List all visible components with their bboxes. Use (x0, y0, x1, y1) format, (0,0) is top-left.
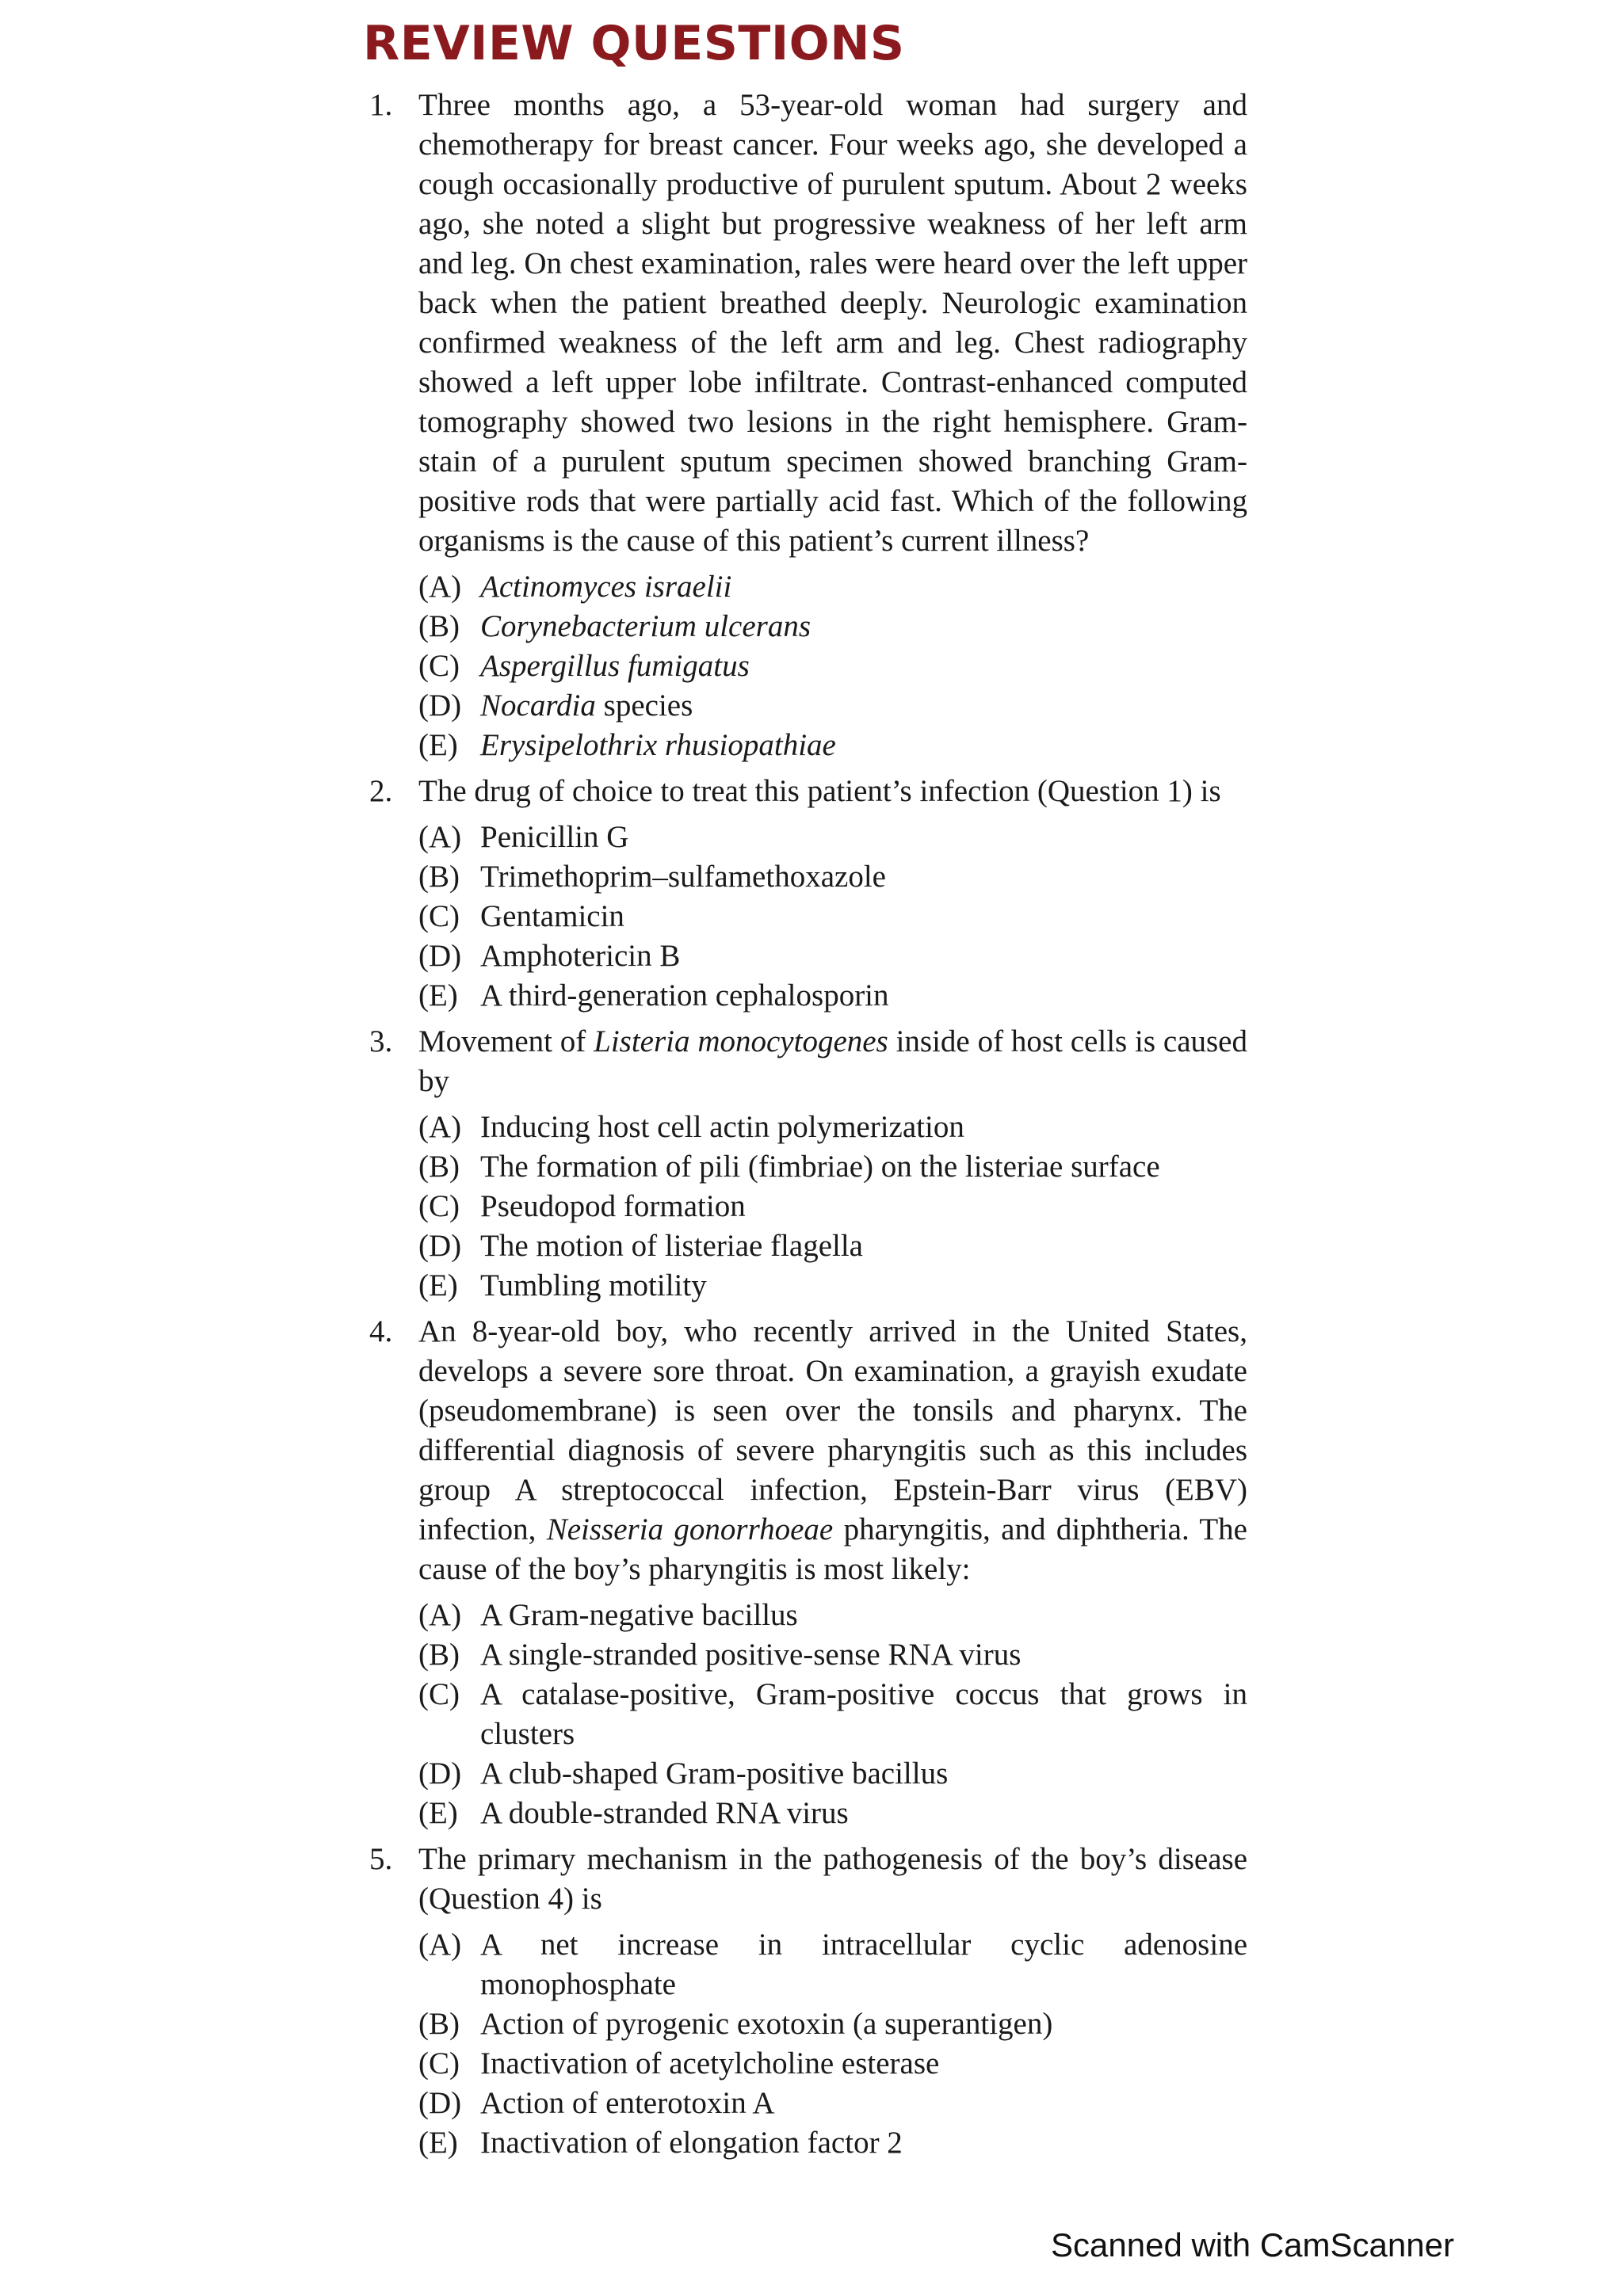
option-c (418, 897, 1247, 936)
option-text: Inactivation of acetylcholine esterase (480, 2046, 940, 2081)
option-letter: (E) (418, 978, 458, 1013)
organism-name: Nocardia (480, 688, 596, 723)
option-b (418, 857, 1247, 897)
option-text: Action of enterotoxin A (480, 2086, 775, 2120)
organism-name: Erysipelothrix rhusiopathiae (480, 728, 836, 762)
question-stem: Three months ago, a 53-year-old woman had surgery and chemotherapy for breast cancer. Four weeks ago, she developed a cough occasionally productive of purulent sputum. About 2 weeks ago, she noted a slight but progressive weakness of her left arm and leg. On chest examination, rales were heard over the left upper back when the patient breathed deeply. Neurologic examination confirmed weakness of the left arm and leg. Chest radiography showed a left upper lobe infiltrate. Contrast-enhanced computed tomography showed two lesions in the right hemisphere. Gram-stain of a purulent sputum specimen showed branching Gram-positive rods that were partially acid fast. Which of the following organisms is the cause of this patient’s current illness? (418, 88, 1247, 558)
option-c (418, 646, 1247, 686)
option-e (418, 2123, 1247, 2163)
option-letter: (B) (418, 2007, 460, 2041)
option-e (418, 1266, 1247, 1306)
option-text: A single-stranded positive-sense RNA virus (480, 1638, 1022, 1672)
scanner-watermark: Scanned with CamScanner (1051, 2226, 1454, 2264)
option-text: Pseudopod formation (480, 1189, 746, 1223)
option-d (418, 936, 1247, 976)
option-text (480, 728, 836, 762)
option-text: A net increase in intracellular cyclic adenosine monophosphate (480, 1928, 1247, 2001)
option-c (418, 1187, 1247, 1226)
option-letter: (D) (418, 1756, 462, 1791)
organism-name: Corynebacterium ulcerans (480, 609, 812, 643)
option-c (418, 1675, 1247, 1754)
option-text: Action of pyrogenic exotoxin (a superantigen) (480, 2007, 1053, 2041)
option-b (418, 1147, 1247, 1187)
option-a (418, 567, 1247, 607)
option-letter: (E) (418, 728, 458, 762)
question-number: 2. (369, 774, 393, 808)
option-text: Gentamicin (480, 899, 624, 933)
option-b (418, 2004, 1247, 2044)
answer-options (418, 818, 1247, 1016)
option-letter: (C) (418, 1677, 460, 1711)
option-text: Inducing host cell actin polymerization (480, 1110, 964, 1144)
organism-name: Listeria monocytogenes (594, 1024, 888, 1058)
question-number: 4. (369, 1314, 393, 1348)
option-text (480, 570, 731, 604)
question-stem (418, 1312, 1247, 1589)
answer-options (418, 1596, 1247, 1833)
option-letter: (C) (418, 899, 460, 933)
option-a (418, 1925, 1247, 2004)
option-letter: (D) (418, 2086, 462, 2120)
option-d (418, 2084, 1247, 2123)
answer-options (418, 567, 1247, 765)
option-letter: (D) (418, 1229, 462, 1263)
option-letter: (A) (418, 1110, 462, 1144)
option-e (418, 976, 1247, 1016)
option-letter: (A) (418, 570, 462, 604)
option-letter: (B) (418, 609, 460, 643)
option-text (480, 609, 811, 643)
option-text: Inactivation of elongation factor 2 (480, 2126, 903, 2160)
option-letter: (C) (418, 649, 460, 683)
option-letter: (E) (418, 2126, 458, 2160)
question-stem (418, 1022, 1247, 1101)
stem-text: pharyngitis, and diphtheria. The cause of the boy’s pharyngitis is most likely: (418, 1512, 1247, 1586)
answer-options (418, 1108, 1247, 1306)
question-stem: The drug of choice to treat this patient’s infection (Question 1) is (418, 774, 1221, 808)
option-letter: (B) (418, 860, 460, 894)
option-letter: (A) (418, 1598, 462, 1632)
stem-text: An 8-year-old boy, who recently arrived in the United States, develops a severe sore throat. On examination, a grayish exudate (pseudomembrane) is seen over the tonsils and pharynx. The differential diagnosis of severe pharyngitis such as this includes group A streptococcal infection, Epstein-Barr virus (EBV) infection, (418, 1314, 1247, 1547)
option-d (418, 686, 1247, 726)
option-text: Penicillin G (480, 820, 629, 854)
option-letter: (D) (418, 939, 462, 973)
option-letter: (E) (418, 1796, 458, 1830)
option-letter: (C) (418, 1189, 460, 1223)
option-d (418, 1226, 1247, 1266)
option-text (480, 649, 750, 683)
question-2 (369, 772, 1247, 1016)
option-letter: (C) (418, 2046, 460, 2081)
option-text: The formation of pili (fimbriae) on the listeriae surface (480, 1150, 1160, 1184)
option-letter: (B) (418, 1638, 460, 1672)
organism-name: Actinomyces israelii (480, 570, 732, 604)
question-number: 3. (369, 1024, 393, 1058)
section-heading: REVIEW QUESTIONS (363, 16, 905, 71)
option-a (418, 818, 1247, 857)
option-text: A club-shaped Gram-positive bacillus (480, 1756, 949, 1791)
option-text: A catalase-positive, Gram-positive coccus that grows in clusters (480, 1677, 1247, 1751)
question-4 (369, 1312, 1247, 1833)
option-letter: (E) (418, 1268, 458, 1302)
review-questions-list (369, 86, 1247, 2169)
option-b (418, 1635, 1247, 1675)
option-text: The motion of listeriae flagella (480, 1229, 863, 1263)
option-a (418, 1108, 1247, 1147)
question-3 (369, 1022, 1247, 1306)
organism-name: Aspergillus fumigatus (480, 649, 750, 683)
option-d (418, 1754, 1247, 1794)
option-text: A double-stranded RNA virus (480, 1796, 849, 1830)
option-letter: (A) (418, 820, 462, 854)
question-stem: The primary mechanism in the pathogenesis of the boy’s disease (Question 4) is (418, 1842, 1247, 1916)
option-c (418, 2044, 1247, 2084)
option-letter: (A) (418, 1928, 462, 1962)
stem-text: Movement of (418, 1024, 594, 1058)
option-letter: (B) (418, 1150, 460, 1184)
option-text: Tumbling motility (480, 1268, 707, 1302)
option-suffix: species (595, 688, 693, 723)
question-number: 1. (369, 88, 393, 122)
question-5 (369, 1840, 1247, 2163)
question-number: 5. (369, 1842, 393, 1876)
option-e (418, 1794, 1247, 1833)
option-text: A third-generation cephalosporin (480, 978, 889, 1013)
option-text (480, 688, 693, 723)
option-b (418, 607, 1247, 646)
answer-options (418, 1925, 1247, 2163)
organism-name: Neisseria gonorrhoeae (546, 1512, 834, 1547)
option-a (418, 1596, 1247, 1635)
option-text: A Gram-negative bacillus (480, 1598, 798, 1632)
option-e (418, 726, 1247, 765)
option-text: Trimethoprim–sulfamethoxazole (480, 860, 886, 894)
option-letter: (D) (418, 688, 462, 723)
stem-text: inside of host cells is caused by (418, 1024, 1247, 1098)
question-1 (369, 86, 1247, 765)
option-text: Amphotericin B (480, 939, 681, 973)
